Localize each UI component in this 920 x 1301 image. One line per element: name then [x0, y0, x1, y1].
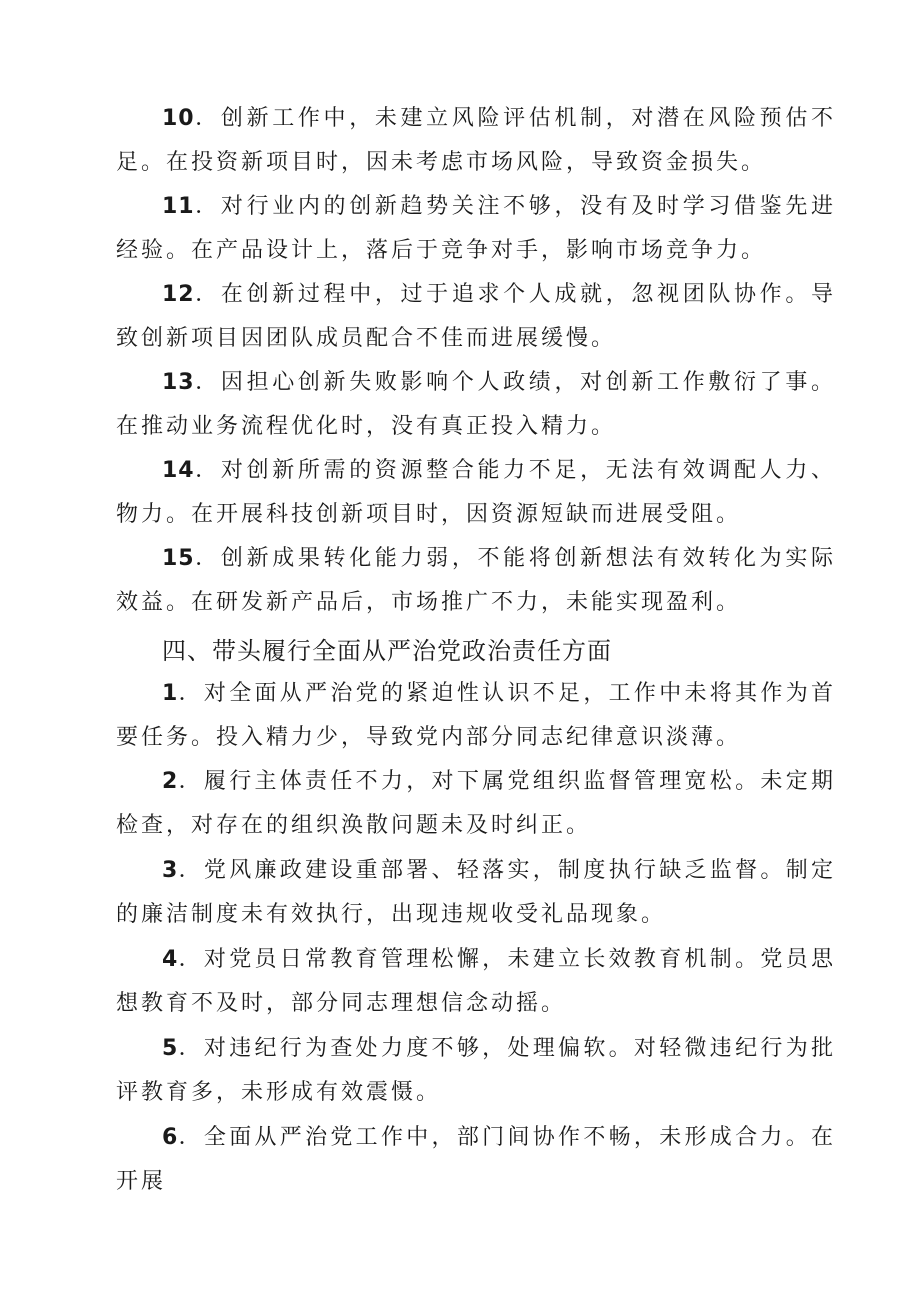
- section-heading: 四、带头履行全面从严治党政治责任方面: [162, 637, 612, 665]
- list-item: [116, 273, 836, 361]
- list-item: [116, 938, 836, 1026]
- item-text: ．履行主体责任不力，对下属党组织监督管理宽松。未定期检查，对存在的组织涣散问题未及时纠正。: [116, 769, 836, 838]
- item-number: 6: [162, 1125, 179, 1150]
- item-text: ．党风廉政建设重部署、轻落实，制度执行缺乏监督。制定的廉洁制度未有效执行，出现违规收受礼品现象。: [116, 858, 836, 927]
- item-number: 11: [162, 194, 195, 219]
- list-item: [116, 185, 836, 273]
- list-item: [116, 97, 836, 185]
- item-number: 2: [162, 769, 179, 794]
- list-item: [116, 449, 836, 537]
- item-number: 10: [162, 106, 195, 131]
- item-number: 4: [162, 947, 179, 972]
- item-text: ．对全面从严治党的紧迫性认识不足，工作中未将其作为首要任务。投入精力少，导致党内部分同志纪律意识淡薄。: [116, 681, 836, 750]
- list-item: [116, 1027, 836, 1115]
- item-number: 15: [162, 546, 195, 571]
- item-number: 12: [162, 282, 195, 307]
- item-text: ．因担心创新失败影响个人政绩，对创新工作敷衍了事。在推动业务流程优化时，没有真正投入精力。: [116, 370, 836, 439]
- item-text: ．全面从严治党工作中，部门间协作不畅，未形成合力。在开展: [116, 1125, 836, 1194]
- item-text: ．对创新所需的资源整合能力不足，无法有效调配人力、物力。在开展科技创新项目时，因资源短缺而进展受阻。: [116, 458, 836, 527]
- list-item: [116, 849, 836, 937]
- item-number: 1: [162, 681, 179, 706]
- list-item: [116, 361, 836, 449]
- list-item: [116, 537, 836, 625]
- item-number: 5: [162, 1036, 179, 1061]
- list-item: [116, 760, 836, 848]
- item-text: ．创新工作中，未建立风险评估机制，对潜在风险预估不足。在投资新项目时，因未考虑市场风险，导致资金损失。: [116, 106, 836, 175]
- item-text: ．对行业内的创新趋势关注不够，没有及时学习借鉴先进经验。在产品设计上，落后于竞争对手，影响市场竞争力。: [116, 194, 836, 263]
- item-text: ．在创新过程中，过于追求个人成就，忽视团队协作。导致创新项目因团队成员配合不佳而进展缓慢。: [116, 282, 836, 351]
- item-text: ．创新成果转化能力弱，不能将创新想法有效转化为实际效益。在研发新产品后，市场推广不力，未能实现盈利。: [116, 546, 836, 615]
- list-item: [116, 1116, 836, 1204]
- item-text: ．对违纪行为查处力度不够，处理偏软。对轻微违纪行为批评教育多，未形成有效震慑。: [116, 1036, 836, 1105]
- item-number: 14: [162, 458, 195, 483]
- item-text: ．对党员日常教育管理松懈，未建立长效教育机制。党员思想教育不及时，部分同志理想信念动摇。: [116, 947, 836, 1016]
- item-number: 3: [162, 858, 179, 883]
- list-item: [116, 672, 836, 760]
- item-number: 13: [162, 370, 195, 395]
